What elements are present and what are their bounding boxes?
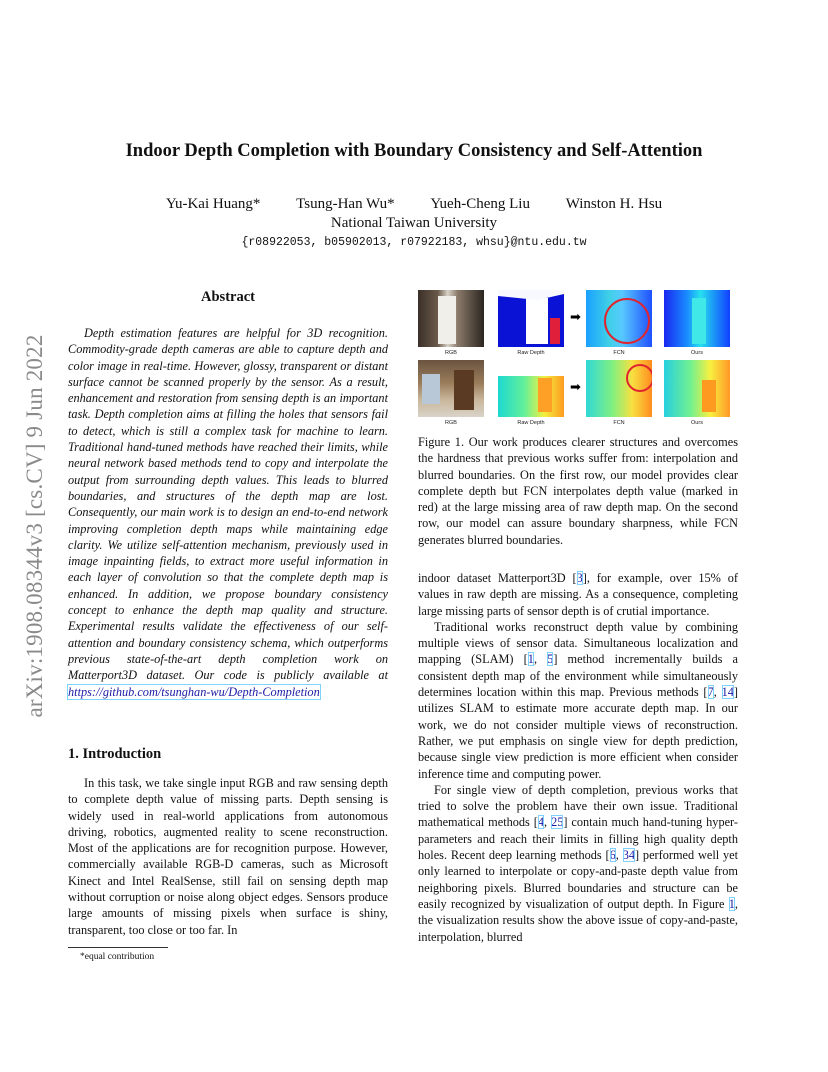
right-column-text [418,570,738,945]
paragraph: indoor dataset Matterport3D [3], for example, over 15% of values in raw depth are missing. As a consequence, completing large missing parts of sensor depth is of crutial importance. [418,571,738,618]
fcn-output-row2 [586,360,652,417]
abstract-text: Depth estimation features are helpful for 3D recognition. Commodity-grade depth cameras are able to capture depth and color image in real-time. However, glossy, transparent or distant surface cannot be scanned properly by the sensor. As a result, enhancement and restoration from sensing depth is an important task. Depth completion aims at filling the holes that sensors fail to detect, which is still a complex task for machine to learn. Traditional hand-tuned methods have reached their limits, while neural network based methods tend to copy and interpolate the output from surrounding depth values. This leads to blurred boundaries, and structures of the depth map are lost. Consequently, our main work is to design an end-to-end network improving completion depth maps while maintaining edge clarity. We utilize self-attention mechanism, previously used in image inpainting fields, to extract more useful information in each layer of convolution so that the complete depth map is enhanced. In addition, we propose boundary consistency concept to enhance the depth map quality and structure. Experimental results validate the effectiveness of our self-attention and boundary consistency schema, which outperforms previous state-of-the-art depth completion work on Matterport3D dataset. Our code is publicly available at [68,326,388,683]
arrow-icon: ➡ [570,310,581,325]
author: Winston H. Hsu [565,196,663,212]
footnote-rule [68,947,168,948]
raw-depth-image-row1 [498,290,564,347]
figure-1 [418,290,738,430]
author: Tsung-Han Wu* [296,196,395,212]
citation-link[interactable]: 3 [576,571,583,585]
figure-label: RGB [445,420,457,426]
author-emails: {r08922053, b05902013, r07922183, whsu}@ntu.edu.tw [241,236,587,249]
intro-paragraph: In this task, we take single input RGB and raw sensing depth to complete depth value of missing parts. Depth sensing is widely used in real-world applications from autonomous driving, robotics, augmented reality to scene reconstruction. Most of the applications are for recognition purpose. However, commercially available RGB-D cameras, such as Microsoft Kinect and Intel RealSense, still fail on sensing depth map without corruption or noise along object edges. Sensors produce large amounts of missing pixels when surface is shiny, transparent, too close or too far. In [68,776,388,937]
citation-link[interactable]: 34 [622,848,635,863]
figure-label: RGB [445,350,457,356]
introduction-text [68,775,388,938]
figure-1-caption: Figure 1. Our work produces clearer structures and overcomes the hardness that previous works suffer from: interpolation and blurred boundaries. On the first row, our model provides clear complete depth but FCN interpolates depth value (marked in red) at the large missing area of raw depth map. On the second row, our model can assure boundary sharpness, while FCN generates blurred boundaries. [418,435,738,547]
abstract-body [68,325,388,700]
citation-link[interactable]: 14 [721,685,734,700]
fcn-output-row1 [586,290,652,347]
ours-output-row1 [664,290,730,347]
section-heading-introduction: 1. Introduction [68,746,162,762]
arxiv-stamp: arXiv:1908.08344v3 [cs.CV] 9 Jun 2022 [22,334,47,718]
code-link[interactable]: https://github.com/tsunghan-wu/Depth-Completion [68,684,320,699]
abstract-heading: Abstract [201,289,255,305]
rgb-image-row1 [418,290,484,347]
arrow-icon: ➡ [570,380,581,395]
figure-label: FCN [613,350,625,356]
ours-output-row2 [664,360,730,417]
paragraph: Traditional works reconstruct depth value by combining multiple views of sensor data. Simultaneous localization and mapping (SLAM) [1, 5] method incrementally builds a consistent depth map of the environment while simultaneously determines location within this map. Previous methods [7, 14] utilizes SLAM to estimate more accurate depth map. In our work, we do not consider multiple views of reconstruction. Rather, we put emphasis on single view for depth prediction, because single view prediction is more efficient when consider inference time and computing power. [418,619,739,781]
paper-title: Indoor Depth Completion with Boundary Consistency and Self-Attention [125,141,703,161]
citation-link[interactable]: 7 [707,685,714,700]
author-list [60,196,768,213]
raw-depth-image-row2 [498,360,564,417]
affiliation: National Taiwan University [330,215,498,231]
citation-link[interactable]: 25 [551,815,564,830]
author: Yueh-Cheng Liu [430,196,530,212]
citation-link[interactable]: 6 [609,848,616,863]
author: Yu-Kai Huang* [165,196,261,212]
figure-label: Raw Depth [517,350,545,356]
figure-label: Ours [691,350,703,356]
footnote: *equal contribution [80,952,155,962]
citation-link[interactable]: 1 [527,652,534,667]
figure-reference-link[interactable]: 1 [728,896,735,911]
figure-label: Raw Depth [517,420,545,426]
figure-label: FCN [613,420,625,426]
citation-link[interactable]: 4 [537,815,545,830]
figure-label: Ours [691,420,703,426]
citation-link[interactable]: 5 [547,652,554,667]
paragraph: For single view of depth completion, previous works that tried to solve the problem have their own issue. Traditional mathematical methods [4, 25] contain much hand-tuning hyper-parameters and reach their limits in filling high quality depth holes. Recent deep learning methods [6, 34] performed well yet only learned to interpolate or copy-and-paste depth value from neighboring pixels. Blurred boundaries and structure can be easily recognized by visualization of output depth. In Figure 1, the visualization results show the above issue of copy-and-paste, interpolation, blurred [418,782,739,944]
rgb-image-row2 [418,360,484,417]
